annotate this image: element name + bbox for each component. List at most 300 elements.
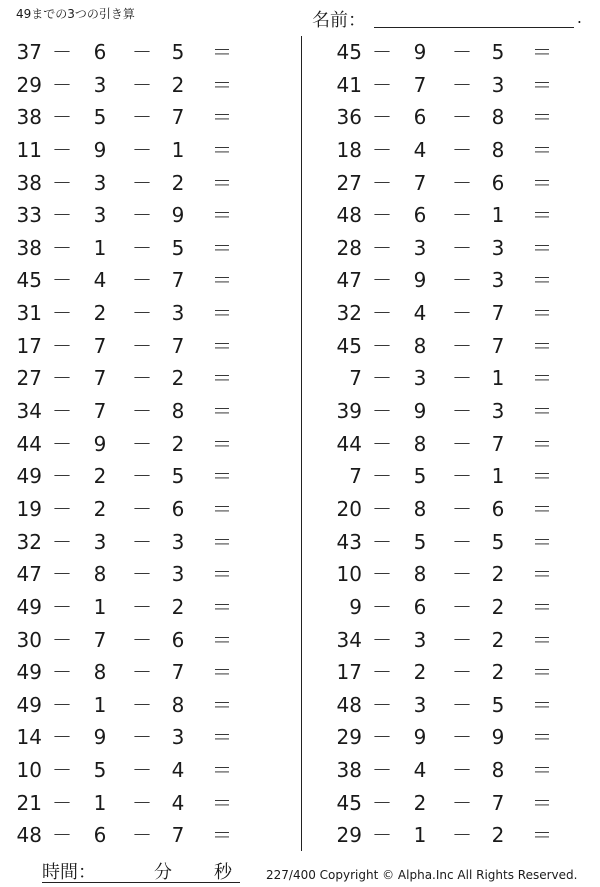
subtrahend-2: 1 [491,203,505,228]
minus-sign: － [372,366,392,391]
equals-sign: ＝ [532,399,552,424]
minus-sign: － [52,790,72,815]
subtrahend-1: 6 [413,105,427,130]
minuend: 48 [16,823,42,848]
equals-sign: ＝ [212,529,232,554]
minus-sign: － [132,725,152,750]
minuend: 27 [336,170,362,195]
problem-row [320,199,600,232]
minus-sign: － [52,137,72,162]
minuend: 49 [16,594,42,619]
equals-sign: ＝ [212,562,232,587]
minuend: 29 [16,72,42,97]
subtrahend-2: 6 [491,496,505,521]
subtrahend-2: 3 [491,72,505,97]
equals-sign: ＝ [532,203,552,228]
subtrahend-1: 5 [413,464,427,489]
subtrahend-1: 8 [93,562,107,587]
minus-sign: － [372,496,392,521]
minus-sign: － [372,268,392,293]
subtrahend-2: 2 [491,660,505,685]
subtrahend-2: 5 [171,235,185,260]
subtrahend-2: 5 [171,40,185,64]
minuend: 29 [336,823,362,848]
minus-sign: － [52,399,72,424]
minuend: 39 [336,399,362,424]
minuend: 45 [336,333,362,358]
subtrahend-1: 7 [93,399,107,424]
minus-sign: － [372,105,392,130]
equals-sign: ＝ [532,790,552,815]
minuend: 10 [16,758,42,783]
subtrahend-2: 6 [171,627,185,652]
subtrahend-1: 3 [93,72,107,97]
minus-sign: － [132,758,152,783]
equals-sign: ＝ [532,464,552,489]
problem-row [320,264,600,297]
subtrahend-1: 6 [93,823,107,848]
minus-sign: － [452,529,472,554]
subtrahend-2: 2 [491,562,505,587]
subtrahend-2: 7 [491,301,505,326]
name-field [312,6,584,30]
minus-sign: － [52,725,72,750]
minus-sign: － [132,105,152,130]
subtrahend-2: 8 [171,399,185,424]
subtrahend-1: 9 [93,725,107,750]
problem-row [320,460,600,493]
problem-row [0,199,300,232]
subtrahend-2: 7 [491,431,505,456]
equals-sign: ＝ [532,758,552,783]
equals-sign: ＝ [212,431,232,456]
minus-sign: － [132,235,152,260]
minus-sign: － [372,790,392,815]
equals-sign: ＝ [212,758,232,783]
minus-sign: － [132,562,152,587]
problem-row [0,264,300,297]
subtrahend-2: 9 [491,725,505,750]
equals-sign: ＝ [212,203,232,228]
problem-row [0,721,300,754]
minus-sign: － [372,399,392,424]
minuend: 19 [16,496,42,521]
minus-sign: － [52,594,72,619]
subtrahend-1: 2 [93,496,107,521]
name-underline [374,27,574,28]
minus-sign: － [132,203,152,228]
equals-sign: ＝ [532,725,552,750]
minus-sign: － [372,137,392,162]
minus-sign: － [452,137,472,162]
subtrahend-1: 6 [93,40,107,64]
name-end-mark: . [576,8,582,27]
problem-row [0,134,300,167]
problem-row [320,232,600,265]
minuend: 32 [16,529,42,554]
equals-sign: ＝ [532,529,552,554]
minus-sign: － [452,562,472,587]
minuend: 49 [16,464,42,489]
minus-sign: － [132,333,152,358]
minus-sign: － [132,72,152,97]
subtrahend-1: 3 [413,627,427,652]
minus-sign: － [372,594,392,619]
subtrahend-2: 2 [171,366,185,391]
minus-sign: － [452,823,472,848]
minus-sign: － [52,366,72,391]
minuend: 37 [16,40,42,64]
subtrahend-1: 2 [93,464,107,489]
subtrahend-2: 2 [171,170,185,195]
minus-sign: － [132,137,152,162]
problem-row [0,36,300,69]
problem-row [0,493,300,526]
subtrahend-1: 7 [413,170,427,195]
minus-sign: － [452,464,472,489]
subtrahend-2: 2 [491,594,505,619]
subtrahend-1: 2 [413,660,427,685]
minus-sign: － [52,660,72,685]
minuend: 44 [336,431,362,456]
subtrahend-1: 7 [93,333,107,358]
equals-sign: ＝ [212,464,232,489]
subtrahend-2: 3 [491,235,505,260]
problem-row [320,330,600,363]
equals-sign: ＝ [212,399,232,424]
problem-row [320,754,600,787]
minuend: 21 [16,790,42,815]
equals-sign: ＝ [212,627,232,652]
problem-row [0,395,300,428]
subtrahend-2: 5 [491,40,505,64]
equals-sign: ＝ [212,137,232,162]
minuend: 48 [336,692,362,717]
subtrahend-1: 2 [93,301,107,326]
minus-sign: － [372,464,392,489]
minus-sign: － [372,660,392,685]
problem-row [0,167,300,200]
subtrahend-1: 2 [413,790,427,815]
subtrahend-1: 7 [93,627,107,652]
minus-sign: － [132,301,152,326]
equals-sign: ＝ [212,660,232,685]
minus-sign: － [452,235,472,260]
subtrahend-2: 7 [491,333,505,358]
problem-row [320,428,600,461]
equals-sign: ＝ [212,40,232,64]
equals-sign: ＝ [212,725,232,750]
minus-sign: － [452,366,472,391]
subtrahend-2: 8 [491,758,505,783]
problem-row [0,558,300,591]
minus-sign: － [132,627,152,652]
minuend: 49 [16,660,42,685]
subtrahend-1: 7 [93,366,107,391]
minuend: 45 [336,40,362,64]
subtrahend-2: 1 [491,366,505,391]
column-divider [301,36,302,851]
minus-sign: － [132,823,152,848]
problem-row [0,526,300,559]
subtrahend-2: 3 [491,399,505,424]
minus-sign: － [132,40,152,64]
subtrahend-2: 2 [491,823,505,848]
problem-row [320,297,600,330]
minus-sign: － [52,40,72,64]
minus-sign: － [52,105,72,130]
minus-sign: － [372,203,392,228]
minus-sign: － [452,431,472,456]
problem-row [320,134,600,167]
subtrahend-1: 6 [413,594,427,619]
problem-row [320,787,600,820]
minuend: 18 [336,137,362,162]
problem-row [0,69,300,102]
subtrahend-2: 4 [171,790,185,815]
subtrahend-2: 3 [171,529,185,554]
subtrahend-1: 3 [93,170,107,195]
subtrahend-1: 1 [93,692,107,717]
minus-sign: － [52,333,72,358]
equals-sign: ＝ [532,562,552,587]
minus-sign: － [452,790,472,815]
minuend: 28 [336,235,362,260]
subtrahend-2: 5 [491,692,505,717]
subtrahend-1: 1 [93,235,107,260]
subtrahend-2: 6 [491,170,505,195]
minuend: 31 [16,301,42,326]
minuend: 45 [336,790,362,815]
time-label: 時間： [42,862,96,883]
problem-row [0,689,300,722]
minus-sign: － [52,692,72,717]
minuend: 38 [16,105,42,130]
subtrahend-2: 7 [491,790,505,815]
equals-sign: ＝ [212,496,232,521]
subtrahend-2: 7 [171,105,185,130]
minus-sign: － [132,496,152,521]
problem-row [320,721,600,754]
minuend: 30 [16,627,42,652]
minuend: 49 [16,692,42,717]
equals-sign: ＝ [212,366,232,391]
subtrahend-1: 4 [413,137,427,162]
problem-row [0,656,300,689]
minus-sign: － [52,496,72,521]
equals-sign: ＝ [212,235,232,260]
subtrahend-2: 7 [171,268,185,293]
minus-sign: － [452,301,472,326]
problem-row [0,754,300,787]
problem-row [0,787,300,820]
equals-sign: ＝ [532,268,552,293]
subtrahend-1: 5 [93,105,107,130]
subtrahend-2: 2 [171,431,185,456]
equals-sign: ＝ [532,301,552,326]
minus-sign: － [132,790,152,815]
subtrahend-2: 8 [491,105,505,130]
problem-row [320,167,600,200]
subtrahend-1: 8 [413,496,427,521]
subtrahend-1: 4 [413,758,427,783]
equals-sign: ＝ [532,40,552,64]
minuend: 48 [336,203,362,228]
minus-sign: － [452,496,472,521]
time-record [42,858,240,883]
subtrahend-1: 9 [413,725,427,750]
problem-row [320,69,600,102]
problem-row [320,101,600,134]
subtrahend-2: 3 [171,725,185,750]
subtrahend-2: 2 [171,72,185,97]
subtrahend-1: 3 [413,235,427,260]
problem-row [0,330,300,363]
subtrahend-1: 8 [93,660,107,685]
minus-sign: － [452,105,472,130]
problem-row [0,362,300,395]
subtrahend-2: 8 [171,692,185,717]
minuend: 32 [336,301,362,326]
minus-sign: － [52,823,72,848]
equals-sign: ＝ [532,496,552,521]
minuend: 9 [349,594,362,619]
equals-sign: ＝ [532,660,552,685]
subtrahend-1: 6 [413,203,427,228]
minus-sign: － [372,235,392,260]
subtrahend-2: 7 [171,660,185,685]
minus-sign: － [132,464,152,489]
equals-sign: ＝ [532,823,552,848]
minuend: 38 [336,758,362,783]
minus-sign: － [452,594,472,619]
minuend: 7 [349,366,362,391]
minus-sign: － [372,692,392,717]
problem-row [0,624,300,657]
subtrahend-1: 9 [413,40,427,64]
minus-sign: － [132,692,152,717]
problem-row [0,819,300,852]
equals-sign: ＝ [532,627,552,652]
minus-sign: － [52,235,72,260]
equals-sign: ＝ [532,366,552,391]
problem-row [320,558,600,591]
minuend: 45 [16,268,42,293]
minus-sign: － [452,725,472,750]
subtrahend-1: 8 [413,562,427,587]
problem-row [320,689,600,722]
seconds-label: 秒 [214,862,232,883]
subtrahend-2: 6 [171,496,185,521]
equals-sign: ＝ [532,170,552,195]
subtrahend-2: 7 [171,333,185,358]
minus-sign: － [52,170,72,195]
minus-sign: － [452,268,472,293]
problem-row [0,232,300,265]
equals-sign: ＝ [212,823,232,848]
subtrahend-2: 2 [491,627,505,652]
minuend: 47 [336,268,362,293]
minus-sign: － [52,529,72,554]
subtrahend-1: 5 [93,758,107,783]
subtrahend-2: 3 [171,562,185,587]
worksheet-title: 49までの3つの引き算 [16,7,135,21]
minuend: 27 [16,366,42,391]
minus-sign: － [52,627,72,652]
problem-row [320,656,600,689]
minus-sign: － [52,562,72,587]
minus-sign: － [372,431,392,456]
equals-sign: ＝ [212,333,232,358]
problem-row [0,428,300,461]
minuend: 38 [16,170,42,195]
minuend: 33 [16,203,42,228]
equals-sign: ＝ [212,170,232,195]
minus-sign: － [452,627,472,652]
minuend: 17 [336,660,362,685]
minuend: 44 [16,431,42,456]
problem-row [0,101,300,134]
minuend: 29 [336,725,362,750]
equals-sign: ＝ [532,105,552,130]
minus-sign: － [452,692,472,717]
minus-sign: － [132,529,152,554]
minuend: 7 [349,464,362,489]
minus-sign: － [452,40,472,64]
subtrahend-1: 4 [93,268,107,293]
minus-sign: － [132,594,152,619]
equals-sign: ＝ [532,72,552,97]
subtrahend-1: 9 [93,431,107,456]
subtrahend-1: 3 [93,203,107,228]
minus-sign: － [52,464,72,489]
equals-sign: ＝ [532,431,552,456]
equals-sign: ＝ [532,333,552,358]
minus-sign: － [52,758,72,783]
name-label: 名前： [312,10,366,31]
minuend: 38 [16,235,42,260]
minus-sign: － [132,268,152,293]
minus-sign: － [452,333,472,358]
minus-sign: － [372,758,392,783]
minuend: 20 [336,496,362,521]
minuend: 34 [16,399,42,424]
subtrahend-2: 9 [171,203,185,228]
minuend: 41 [336,72,362,97]
equals-sign: ＝ [212,72,232,97]
minus-sign: － [52,431,72,456]
minus-sign: － [452,758,472,783]
minus-sign: － [452,399,472,424]
problem-row [320,36,600,69]
subtrahend-2: 1 [491,464,505,489]
minus-sign: － [132,366,152,391]
equals-sign: ＝ [532,137,552,162]
problem-row [320,395,600,428]
problem-row [0,460,300,493]
minus-sign: － [132,660,152,685]
subtrahend-2: 4 [171,758,185,783]
subtrahend-2: 2 [171,594,185,619]
problem-row [320,819,600,852]
minus-sign: － [372,562,392,587]
minus-sign: － [52,203,72,228]
subtrahend-1: 9 [413,399,427,424]
problem-row [0,297,300,330]
subtrahend-1: 9 [93,137,107,162]
minus-sign: － [372,170,392,195]
minuend: 34 [336,627,362,652]
